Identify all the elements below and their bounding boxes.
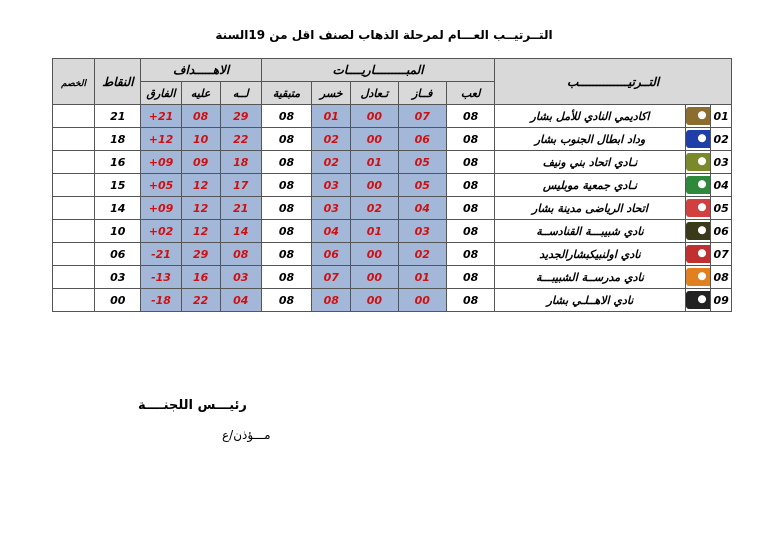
goal-diff-cell: -18: [141, 289, 181, 312]
played-cell: 08: [446, 289, 494, 312]
played-cell: 08: [446, 105, 494, 128]
won-cell: 04: [398, 197, 446, 220]
header-goals-against: عليه: [181, 82, 220, 105]
goals-for-cell: 14: [220, 220, 261, 243]
drawn-cell: 00: [351, 105, 398, 128]
won-cell: 03: [398, 220, 446, 243]
goals-for-cell: 08: [220, 243, 261, 266]
points-cell: 00: [95, 289, 141, 312]
lost-cell: 01: [312, 105, 351, 128]
olympic-crest-icon: [686, 245, 711, 263]
table-row: [53, 266, 732, 289]
kenadsa-crest-icon: [686, 222, 711, 240]
deduction-cell: [53, 197, 95, 220]
rank-cell: 05: [711, 197, 732, 220]
points-cell: 03: [95, 266, 141, 289]
signature-label: مـــؤذن/ع: [222, 428, 271, 442]
table-row: [53, 174, 732, 197]
table-row: [53, 220, 732, 243]
rank-cell: 03: [711, 151, 732, 174]
drawn-cell: 01: [351, 220, 398, 243]
points-cell: 14: [95, 197, 141, 220]
goal-diff-cell: +02: [141, 220, 181, 243]
rank-cell: 08: [711, 266, 732, 289]
header-won: فــاز: [398, 82, 446, 105]
team-name-cell: نادي الاهــلـي بشار: [495, 289, 685, 312]
rank-cell: 04: [711, 174, 732, 197]
points-cell: 16: [95, 151, 141, 174]
remaining-cell: 08: [261, 197, 311, 220]
goals-against-cell: 12: [181, 174, 220, 197]
header-goal-diff: الفارق: [141, 82, 181, 105]
goal-diff-cell: +09: [141, 151, 181, 174]
remaining-cell: 08: [261, 266, 311, 289]
table-row: [53, 128, 732, 151]
deduction-cell: [53, 174, 95, 197]
remaining-cell: 08: [261, 243, 311, 266]
won-cell: 00: [398, 289, 446, 312]
header-drawn: تـعادل: [351, 82, 398, 105]
rank-cell: 07: [711, 243, 732, 266]
header-played: لعب: [446, 82, 494, 105]
lost-cell: 03: [312, 197, 351, 220]
goal-diff-cell: -21: [141, 243, 181, 266]
deduction-cell: [53, 151, 95, 174]
points-cell: 21: [95, 105, 141, 128]
goal-diff-cell: +05: [141, 174, 181, 197]
beni-ounif-crest-icon: [686, 153, 711, 171]
deduction-cell: [53, 289, 95, 312]
header-ranking: التــرتيــــــــــــــب: [495, 59, 732, 105]
lost-cell: 08: [312, 289, 351, 312]
header-goals: الاهـــــداف: [141, 59, 261, 82]
won-cell: 05: [398, 151, 446, 174]
goals-for-cell: 17: [220, 174, 261, 197]
goal-diff-cell: -13: [141, 266, 181, 289]
remaining-cell: 08: [261, 128, 311, 151]
header-deduction: الخصم: [53, 59, 95, 105]
table-row: [53, 289, 732, 312]
standings-table: [52, 58, 732, 312]
won-cell: 06: [398, 128, 446, 151]
goals-against-cell: 16: [181, 266, 220, 289]
deduction-cell: [53, 266, 95, 289]
rank-cell: 02: [711, 128, 732, 151]
goals-for-cell: 18: [220, 151, 261, 174]
amal-crest-icon: [686, 107, 711, 125]
drawn-cell: 02: [351, 197, 398, 220]
drawn-cell: 00: [351, 174, 398, 197]
header-matches: المبـــــــــاريــــات: [261, 59, 495, 82]
played-cell: 08: [446, 197, 494, 220]
played-cell: 08: [446, 128, 494, 151]
team-name-cell: اكاديمي النادي للأمل بشار: [495, 105, 685, 128]
goals-against-cell: 29: [181, 243, 220, 266]
drawn-cell: 00: [351, 266, 398, 289]
points-cell: 10: [95, 220, 141, 243]
table-row: [53, 243, 732, 266]
played-cell: 08: [446, 174, 494, 197]
goal-diff-cell: +21: [141, 105, 181, 128]
team-name-cell: اتحاد الرياضى مدينة بشار: [495, 197, 685, 220]
rank-cell: 01: [711, 105, 732, 128]
team-name-cell: نادي اولنبيكبشارالجديد: [495, 243, 685, 266]
goals-against-cell: 10: [181, 128, 220, 151]
goals-against-cell: 12: [181, 220, 220, 243]
header-lost: خسر: [312, 82, 351, 105]
lost-cell: 07: [312, 266, 351, 289]
table-row: [53, 105, 732, 128]
drawn-cell: 01: [351, 151, 398, 174]
goals-for-cell: 22: [220, 128, 261, 151]
won-cell: 07: [398, 105, 446, 128]
deduction-cell: [53, 243, 95, 266]
madrasa-crest-icon: [686, 268, 711, 286]
mobilis-crest-icon: [686, 176, 711, 194]
remaining-cell: 08: [261, 174, 311, 197]
remaining-cell: 08: [261, 289, 311, 312]
goal-diff-cell: +09: [141, 197, 181, 220]
goals-for-cell: 04: [220, 289, 261, 312]
goals-against-cell: 09: [181, 151, 220, 174]
header-remaining: متبقية: [261, 82, 311, 105]
lost-cell: 04: [312, 220, 351, 243]
deduction-cell: [53, 128, 95, 151]
remaining-cell: 08: [261, 151, 311, 174]
goals-against-cell: 22: [181, 289, 220, 312]
committee-head-label: رئيـــس اللجنــــة: [138, 398, 247, 413]
remaining-cell: 08: [261, 220, 311, 243]
header-row-main: [53, 59, 732, 82]
won-cell: 05: [398, 174, 446, 197]
drawn-cell: 00: [351, 243, 398, 266]
lost-cell: 02: [312, 128, 351, 151]
drawn-cell: 00: [351, 289, 398, 312]
played-cell: 08: [446, 266, 494, 289]
header-goals-for: لــه: [220, 82, 261, 105]
lost-cell: 03: [312, 174, 351, 197]
remaining-cell: 08: [261, 105, 311, 128]
table-row: [53, 151, 732, 174]
lost-cell: 02: [312, 151, 351, 174]
wadad-crest-icon: [686, 130, 711, 148]
deduction-cell: [53, 220, 95, 243]
played-cell: 08: [446, 243, 494, 266]
header-points: النقاط: [95, 59, 141, 105]
points-cell: 18: [95, 128, 141, 151]
page-title: التــرتيــب العـــام لمرحلة الذهاب لصنف اقل من 19السنة: [215, 28, 553, 42]
team-name-cell: نـادي جمعية موبليس: [495, 174, 685, 197]
goals-against-cell: 08: [181, 105, 220, 128]
team-name-cell: نادي شبيبـــة القنادســة: [495, 220, 685, 243]
points-cell: 06: [95, 243, 141, 266]
goals-against-cell: 12: [181, 197, 220, 220]
usm-bechar-crest-icon: [686, 199, 711, 217]
ahly-crest-icon: [686, 291, 711, 309]
rank-cell: 09: [711, 289, 732, 312]
team-name-cell: نادي مدرســة الشبيبـــة: [495, 266, 685, 289]
played-cell: 08: [446, 151, 494, 174]
won-cell: 01: [398, 266, 446, 289]
points-cell: 15: [95, 174, 141, 197]
team-name-cell: وداد ابطال الجنوب بشار: [495, 128, 685, 151]
rank-cell: 06: [711, 220, 732, 243]
team-name-cell: نـادي اتحاد بني ونيف: [495, 151, 685, 174]
goals-for-cell: 21: [220, 197, 261, 220]
played-cell: 08: [446, 220, 494, 243]
goals-for-cell: 29: [220, 105, 261, 128]
lost-cell: 06: [312, 243, 351, 266]
deduction-cell: [53, 105, 95, 128]
won-cell: 02: [398, 243, 446, 266]
goals-for-cell: 03: [220, 266, 261, 289]
drawn-cell: 00: [351, 128, 398, 151]
table-row: [53, 197, 732, 220]
goal-diff-cell: +12: [141, 128, 181, 151]
